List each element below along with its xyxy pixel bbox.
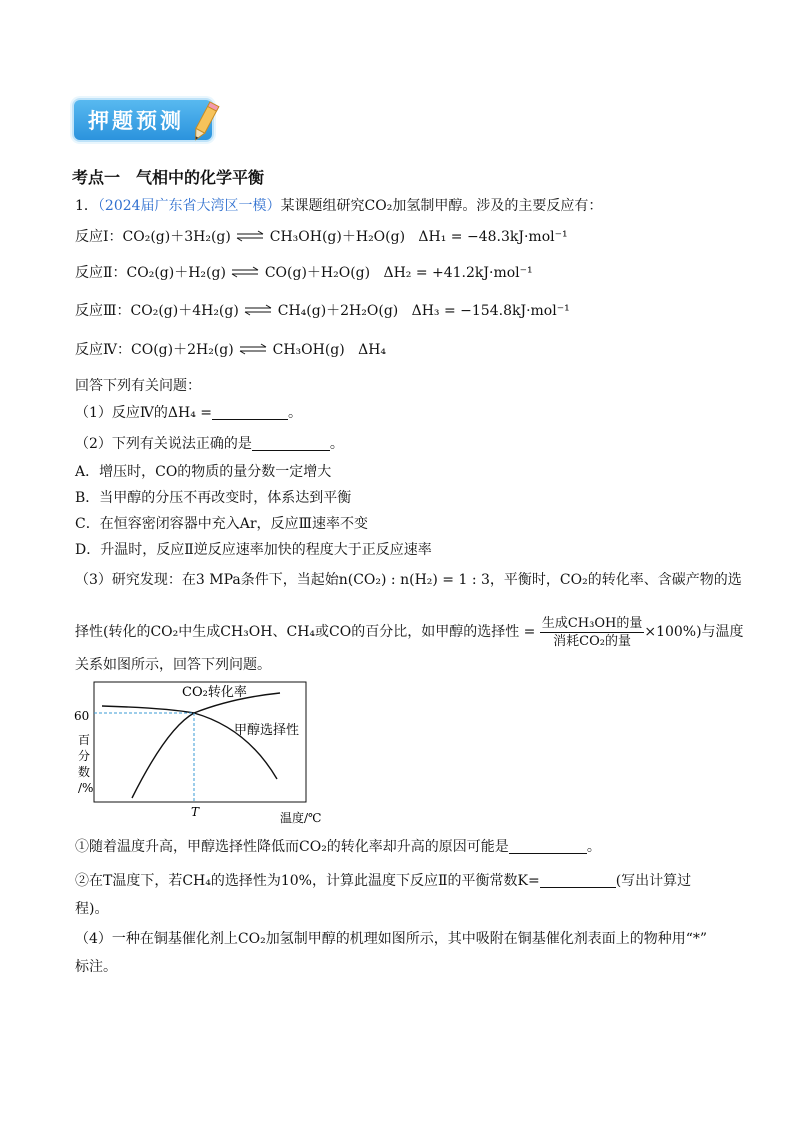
x-tick-label: T	[191, 805, 200, 819]
sub-question-2-end: (写出计算过	[615, 873, 692, 889]
equilibrium-arrow-icon	[235, 230, 265, 242]
equilibrium-arrow-icon	[230, 266, 260, 278]
reaction-name: 反应Ⅰ：	[75, 229, 123, 245]
answer-prompt: 回答下列有关问题：	[75, 378, 201, 394]
pencil-icon	[190, 100, 220, 144]
part-1-text: （1）反应Ⅳ的ΔH₄ =	[75, 405, 213, 421]
plot-frame	[94, 682, 306, 802]
selectivity-fraction	[540, 615, 645, 650]
part-3-line-1: （3）研究发现：在3 MPa条件下，当起始n(CO₂) : n(H₂) = 1 : 3，平衡时，CO₂的转化率、含碳产物的选	[75, 572, 742, 588]
equilibrium-arrow-icon	[243, 304, 273, 316]
series-line-methanol-selectivity	[102, 706, 277, 779]
part-3-line-2	[75, 612, 744, 652]
part-3-line-3: 关系如图所示，回答下列问题。	[75, 657, 271, 673]
option-b: B．当甲醇的分压不再改变时，体系达到平衡	[75, 490, 352, 506]
series-label-co2-conversion: CO₂转化率	[182, 685, 247, 700]
series-label-methanol-selectivity: 甲醇选择性	[234, 723, 300, 738]
y-tick-label: 60	[74, 709, 90, 723]
section-badge	[72, 98, 220, 144]
question-intro-text: 某课题组研究CO₂加氢制甲醇。涉及的主要反应有：	[280, 198, 603, 214]
sub-question-2-line-2: 程)。	[75, 901, 109, 917]
reaction-rhs: CH₃OH(g)＋H₂O(g)	[269, 229, 406, 245]
reaction-1	[75, 227, 568, 247]
reaction-enthalpy: ΔH₄	[358, 342, 387, 358]
question-number: 1．	[75, 198, 98, 214]
part-1	[75, 403, 302, 423]
section-heading: 考点一 气相中的化学平衡	[72, 168, 265, 187]
reaction-rhs: CH₄(g)＋2H₂O(g)	[277, 303, 399, 319]
part-2-end: 。	[329, 436, 344, 452]
reaction-name: 反应Ⅳ：	[75, 342, 131, 358]
part-4-line-2: 标注。	[75, 959, 117, 975]
reaction-lhs: CO(g)＋2H₂(g)	[131, 342, 234, 358]
reaction-lhs: CO₂(g)＋H₂(g)	[126, 265, 226, 281]
fraction-denominator: 消耗CO₂的量	[553, 633, 631, 649]
reaction-enthalpy: ΔH₂ = +41.2kJ·mol⁻¹	[383, 265, 533, 281]
part-2	[75, 434, 344, 454]
sub-question-1-end: 。	[586, 839, 601, 855]
reaction-lhs: CO₂(g)＋3H₂(g)	[122, 229, 231, 245]
question-intro	[75, 196, 602, 216]
reaction-enthalpy: ΔH₃ = −154.8kJ·mol⁻¹	[411, 303, 570, 319]
sub-question-1	[75, 837, 601, 857]
sub-question-1-text: ①随着温度升高，甲醇选择性降低而CO₂的转化率却升高的原因可能是	[75, 839, 509, 855]
temperature-chart	[72, 676, 352, 828]
reaction-name: 反应Ⅱ：	[75, 265, 127, 281]
reaction-2	[75, 263, 533, 283]
fraction-numerator: 生成CH₃OH的量	[541, 615, 643, 631]
x-axis-label: 温度/℃	[280, 811, 322, 825]
equilibrium-arrow-icon	[238, 343, 268, 355]
reaction-4	[75, 340, 386, 360]
part-2-text: （2）下列有关说法正确的是	[75, 436, 252, 452]
reaction-rhs: CO(g)＋H₂O(g)	[264, 265, 371, 281]
reaction-3	[75, 301, 570, 321]
reaction-lhs: CO₂(g)＋4H₂(g)	[130, 303, 239, 319]
part-4-line-1: （4）一种在铜基催化剂上CO₂加氢制甲醇的机理如图所示，其中吸附在铜基催化剂表面上的物种用“*”	[75, 931, 708, 947]
part-1-end: 。	[288, 405, 303, 421]
reaction-name: 反应Ⅲ：	[75, 303, 131, 319]
answer-blank-2[interactable]	[252, 436, 330, 451]
reaction-rhs: CH₃OH(g)	[272, 342, 345, 358]
reaction-enthalpy: ΔH₁ = −48.3kJ·mol⁻¹	[418, 229, 568, 245]
answer-blank-3[interactable]	[509, 839, 587, 854]
badge-label: 押题预测	[88, 109, 184, 133]
option-d: D．升温时，反应Ⅱ逆反应速率加快的程度大于正反应速率	[75, 542, 432, 558]
answer-blank-1[interactable]	[212, 405, 288, 420]
option-a: A．增压时，CO的物质的量分数一定增大	[75, 464, 332, 480]
part-3-text: 择性(转化的CO₂中生成CH₃OH、CH₄或CO的百分比，如甲醇的选择性 =	[75, 624, 536, 640]
question-source: （2024届广东省大湾区一模）	[97, 198, 281, 214]
answer-blank-4[interactable]	[540, 873, 616, 888]
sub-question-2-text: ②在T温度下，若CH₄的选择性为10%，计算此温度下反应Ⅱ的平衡常数K=	[75, 873, 540, 889]
option-c: C．在恒容密闭容器中充入Ar，反应Ⅲ速率不变	[75, 516, 369, 532]
part-3-text-end: ×100%)与温度	[644, 624, 744, 640]
sub-question-2	[75, 871, 691, 891]
y-axis-label: 百分数/%	[78, 733, 94, 795]
